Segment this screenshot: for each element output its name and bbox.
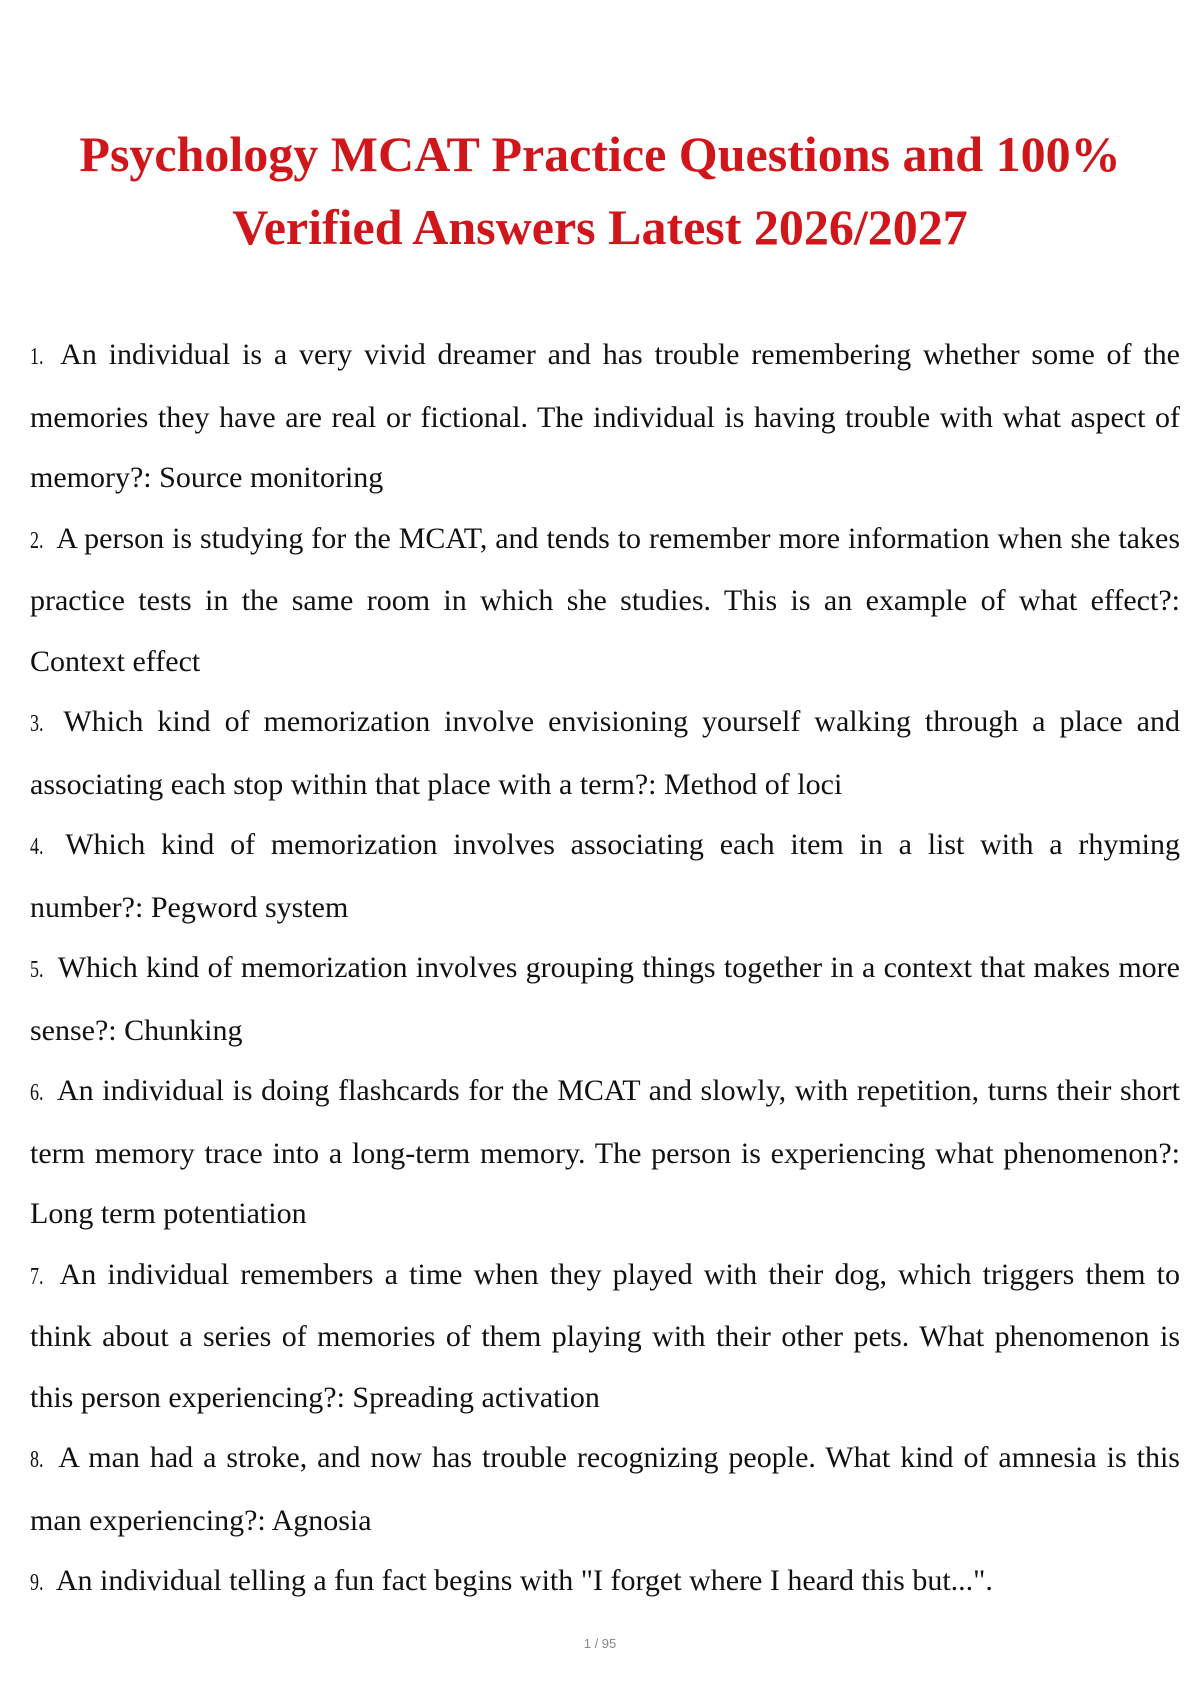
question-text: An individual telling a fun fact begins with "I forget where I heard this but...". xyxy=(55,1564,993,1597)
answer-separator: : xyxy=(134,890,151,924)
question-text: An individual remembers a time when they played with their dog, which triggers them to think about a series of memories of them playing with their other pets. What phenomenon is this person experiencing? xyxy=(30,1257,1180,1414)
document-title xyxy=(60,118,1140,264)
question-list xyxy=(30,325,1180,1614)
question-text: A man had a stroke, and now has trouble recognizing people. What kind of amnesia is this man experiencing? xyxy=(30,1441,1180,1537)
question-item xyxy=(30,1061,1180,1245)
question-answer: Spreading activation xyxy=(352,1380,600,1414)
question-answer: Chunking xyxy=(124,1013,243,1047)
question-number: 2. xyxy=(30,527,44,554)
question-item xyxy=(30,1551,1180,1614)
answer-separator: : xyxy=(1171,584,1180,617)
answer-separator: : xyxy=(1171,1136,1180,1170)
question-answer: Source monitoring xyxy=(159,461,384,494)
question-number: 7. xyxy=(30,1263,44,1290)
question-text: Which kind of memorization involves grouping things together in a context that makes more sense? xyxy=(30,951,1180,1047)
question-text: Which kind of memorization involves associating each item in a list with a rhyming number? xyxy=(30,828,1180,924)
answer-separator: : xyxy=(336,1380,353,1414)
question-number: 1. xyxy=(30,344,44,370)
question-item xyxy=(30,938,1180,1061)
title-line: Verified Answers Latest 2026/2027 xyxy=(232,199,968,255)
question-answer: Method of loci xyxy=(663,767,843,801)
question-number: 6. xyxy=(30,1080,44,1106)
question-item xyxy=(30,509,1180,693)
question-number: 4. xyxy=(30,834,44,860)
question-answer: Context effect xyxy=(30,644,201,678)
question-text: An individual is doing flashcards for the MCAT and slowly, with repetition, turns their short term memory trace into a long-term memory. The person is experiencing what phenomenon? xyxy=(30,1074,1180,1170)
question-text: An individual is a very vivid dreamer and has trouble remembering whether some of the memories they have are real or fictional. The individual is having trouble with what aspect of memory? xyxy=(30,338,1180,494)
question-text: Which kind of memorization involve envisioning yourself walking through a place and associating each stop within that place with a term? xyxy=(30,705,1180,801)
question-answer: Long term potentiation xyxy=(30,1197,307,1230)
question-number: 3. xyxy=(30,711,44,737)
question-answer: Agnosia xyxy=(271,1503,372,1537)
answer-separator: : xyxy=(648,767,664,801)
question-item xyxy=(30,325,1180,509)
question-item xyxy=(30,1245,1180,1429)
question-number: 5. xyxy=(30,957,44,983)
question-answer: Pegword system xyxy=(150,890,349,924)
answer-separator: : xyxy=(257,1503,272,1537)
question-text: A person is studying for the MCAT, and tends to remember more information when she takes practice tests in the same room in which she studies. This is an example of what effect? xyxy=(30,521,1180,617)
question-item xyxy=(30,815,1180,938)
title-line: Psychology MCAT Practice Questions and 100% xyxy=(79,126,1121,182)
question-item xyxy=(30,1428,1180,1551)
question-number: 9. xyxy=(30,1570,44,1596)
answer-separator: : xyxy=(143,461,160,494)
answer-separator: : xyxy=(108,1013,125,1047)
question-number: 8. xyxy=(30,1447,44,1473)
question-item xyxy=(30,692,1180,815)
page-indicator: 1 / 95 xyxy=(583,1636,617,1651)
